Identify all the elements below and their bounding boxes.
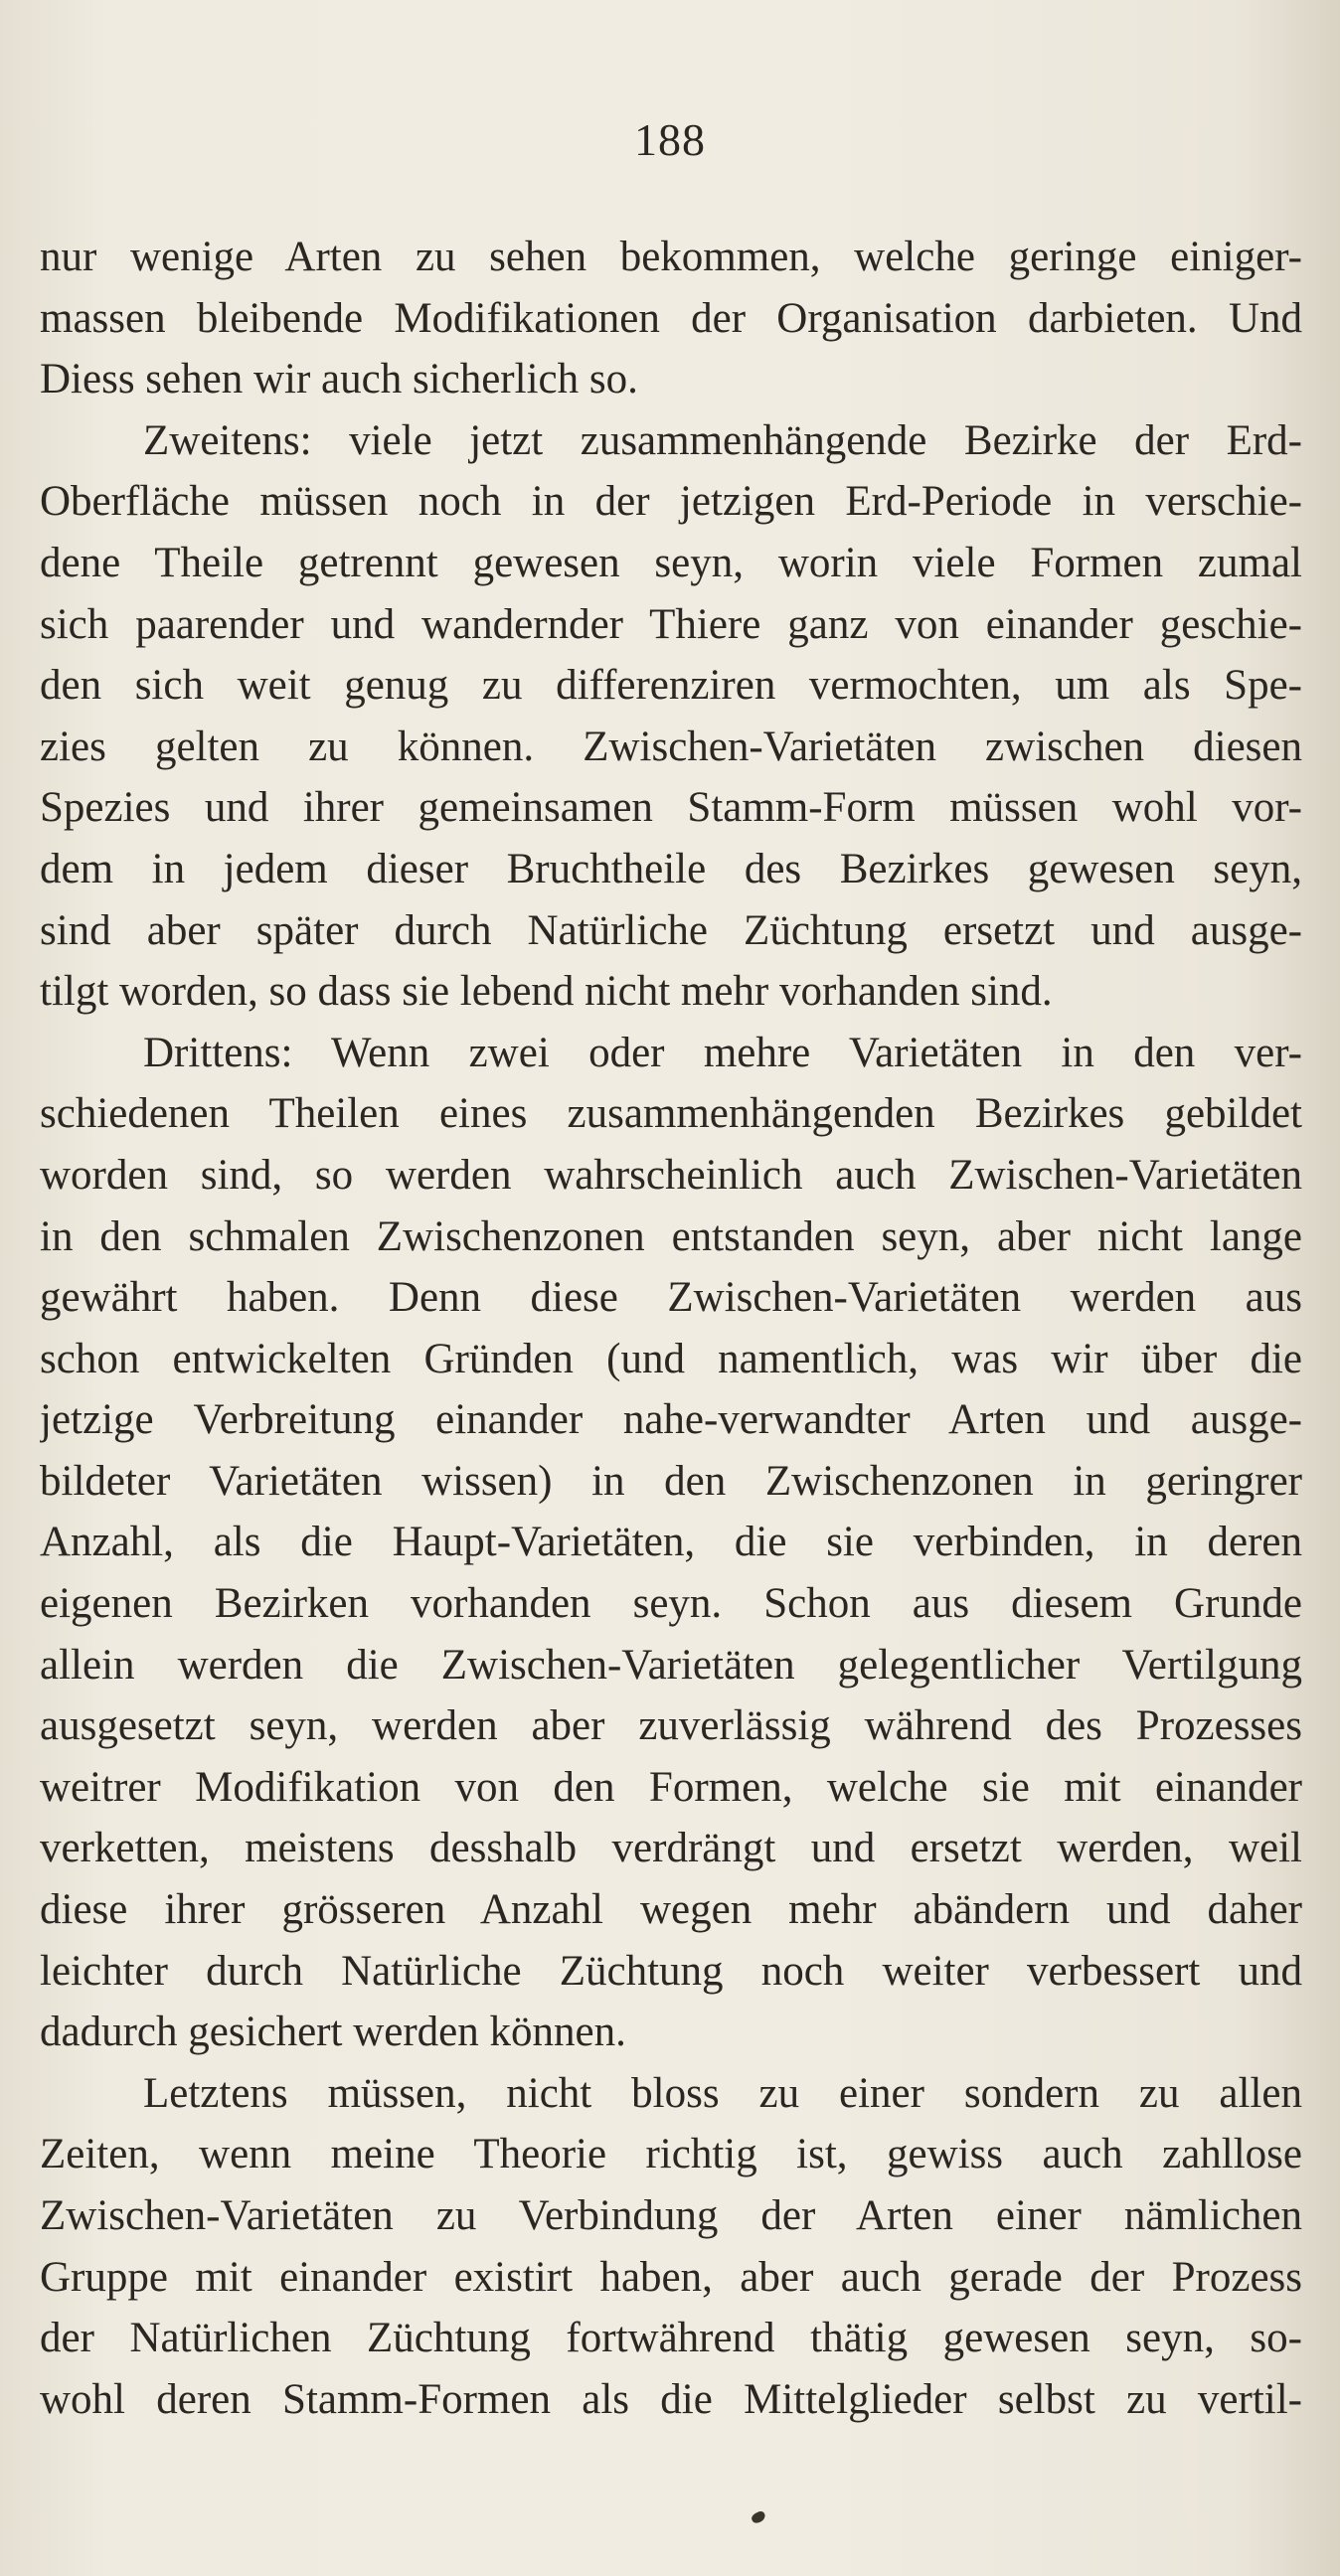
text-line: Diess sehen wir auch sicherlich so.: [40, 356, 638, 403]
text-line: Zwischen-Varietäten zu Verbindung der Arten einer nämlichen: [40, 2192, 1302, 2239]
text-line: Oberfläche müssen noch in der jetzigen Erd-Periode in verschie-: [40, 478, 1302, 526]
text-line: dem in jedem dieser Bruchtheile des Bezirkes gewesen seyn,: [40, 845, 1302, 892]
page-number: 188: [634, 114, 706, 165]
text-line: Spezies und ihrer gemeinsamen Stamm-Form müssen wohl vor-: [40, 784, 1302, 832]
text-line: dadurch gesichert werden können.: [40, 2009, 626, 2056]
text-line: Zeiten, wenn meine Theorie richtig ist, gewiss auch zahllose: [40, 2131, 1302, 2178]
text-line: in den schmalen Zwischenzonen entstanden seyn, aber nicht lange: [40, 1212, 1302, 1260]
text-line: bildeter Varietäten wissen) in den Zwischenzonen in geringrer: [40, 1457, 1302, 1505]
text-line: massen bleibende Modifikationen der Organisation darbieten. Und: [40, 294, 1302, 342]
text-line: allein werden die Zwischen-Varietäten gelegentlicher Vertilgung: [40, 1641, 1302, 1689]
text-line: leichter durch Natürliche Züchtung noch weiter verbessert und: [40, 1947, 1302, 1995]
text-line: sich paarender und wandernder Thiere ganz von einander geschie-: [40, 600, 1302, 648]
text-line: worden sind, so werden wahrscheinlich auch Zwischen-Varietäten: [40, 1151, 1302, 1199]
text-line: nur wenige Arten zu sehen bekommen, welche geringe einiger-: [40, 234, 1302, 280]
text-line: jetzige Verbreitung einander nahe-verwandter Arten und ausge-: [40, 1396, 1302, 1444]
text-line: zies gelten zu können. Zwischen-Varietäten zwischen diesen: [40, 723, 1302, 770]
text-line: eigenen Bezirken vorhanden seyn. Schon aus diesem Grunde: [40, 1580, 1302, 1628]
paragraph-start-line: Letztens müssen, nicht bloss zu einer sondern zu allen: [143, 2069, 1302, 2117]
text-line: wohl deren Stamm-Formen als die Mittelglieder selbst zu vertil-: [40, 2375, 1302, 2423]
text-line: dene Theile getrennt gewesen seyn, worin viele Formen zumal: [40, 539, 1302, 586]
text-line: verketten, meistens desshalb verdrängt und ersetzt werden, weil: [40, 1825, 1302, 1872]
text-line: gewährt haben. Denn diese Zwischen-Varietäten werden aus: [40, 1274, 1302, 1322]
text-line: Gruppe mit einander existirt haben, aber auch gerade der Prozess: [40, 2253, 1302, 2301]
text-line: den sich weit genug zu differenziren vermochten, um als Spe-: [40, 662, 1302, 710]
text-line: schon entwickelten Gründen (und namentlich, was wir über die: [40, 1335, 1302, 1382]
text-line: diese ihrer grösseren Anzahl wegen mehr abändern und daher: [40, 1886, 1302, 1934]
body-text: [40, 227, 1302, 2430]
text-line: schiedenen Theilen eines zusammenhängenden Bezirkes gebildet: [40, 1090, 1302, 1138]
text-line: tilgt worden, so dass sie lebend nicht mehr vorhanden sind.: [40, 968, 1053, 1016]
text-line: sind aber später durch Natürliche Züchtung ersetzt und ausge-: [40, 906, 1302, 954]
paragraph-start-line: Drittens: Wenn zwei oder mehre Varietäten in den ver-: [143, 1029, 1302, 1076]
ink-speck: [751, 2510, 767, 2525]
text-line: weitrer Modifikation von den Formen, welche sie mit einander: [40, 1763, 1302, 1811]
paragraph-start-line: Zweitens: viele jetzt zusammenhängende Bezirke der Erd-: [143, 416, 1302, 464]
text-line: der Natürlichen Züchtung fortwährend thätig gewesen seyn, so-: [40, 2315, 1302, 2362]
text-line: Anzahl, als die Haupt-Varietäten, die sie verbinden, in deren: [40, 1519, 1302, 1566]
text-line: ausgesetzt seyn, werden aber zuverlässig während des Prozesses: [40, 1702, 1302, 1750]
